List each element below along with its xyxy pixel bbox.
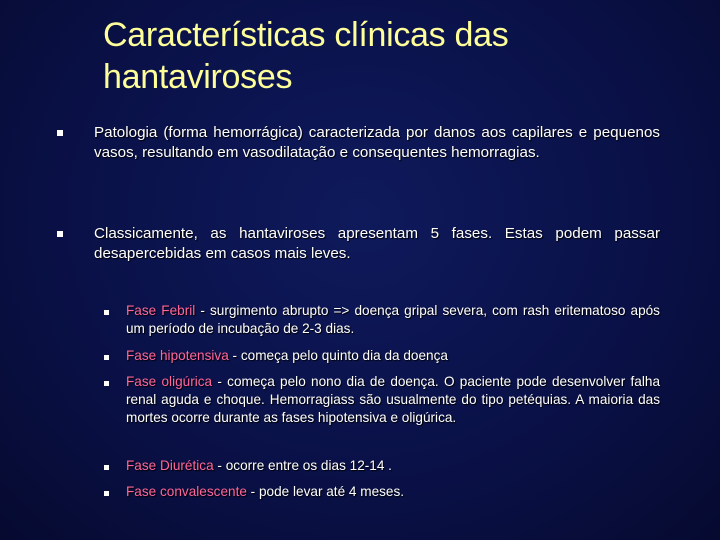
phase-item	[126, 347, 660, 365]
slide-title-line-1: Características clínicas das	[103, 16, 509, 54]
phase-description: - surgimento abrupto => doença gripal severa, com rash eritematoso após um período de incubação de 2-3 dias.	[126, 303, 660, 336]
phase-description: - começa pelo quinto dia da doença	[228, 348, 448, 363]
phase-description: - começa pelo nono dia de doença. O paciente pode desenvolver falha renal aguda e choque. Hemorragiass são usualmente do tipo petéquias. A maioria das mortes ocorre durante as fases hipotensiva e oligúrica.	[126, 374, 661, 425]
bullet-square-icon	[57, 130, 63, 136]
phase-name: Fase hipotensiva	[126, 348, 229, 363]
sub-bullet-square-icon	[104, 381, 109, 386]
phase-item	[126, 483, 660, 501]
phase-name: Fase Diurética	[126, 458, 214, 473]
slide-title	[103, 14, 663, 98]
sub-bullet-square-icon	[104, 310, 109, 315]
sub-bullet-square-icon	[104, 465, 109, 470]
phase-item	[126, 302, 660, 338]
bullet-square-icon	[57, 231, 63, 237]
phase-name: Fase Febril	[126, 303, 196, 318]
bullet-item: Patologia (forma hemorrágica) caracterizada por danos aos capilares e pequenos vasos, resultando em vasodilatação e consequentes hemorragias.	[94, 124, 660, 161]
phase-name: Fase oligúrica	[126, 374, 213, 389]
bullet-item: Classicamente, as hantaviroses apresentam 5 fases. Estas podem passar desapercebidas em casos mais leves.	[94, 225, 660, 262]
phase-item	[126, 457, 660, 475]
sub-bullet-square-icon	[104, 355, 109, 360]
phase-description: - pode levar até 4 meses.	[246, 484, 405, 499]
phase-description: - ocorre entre os dias 12-14 .	[213, 458, 392, 473]
slide-title-line-2: hantaviroses	[103, 58, 293, 96]
phase-name: Fase convalescente	[126, 484, 247, 499]
phase-item	[126, 373, 660, 427]
sub-bullet-square-icon	[104, 491, 109, 496]
